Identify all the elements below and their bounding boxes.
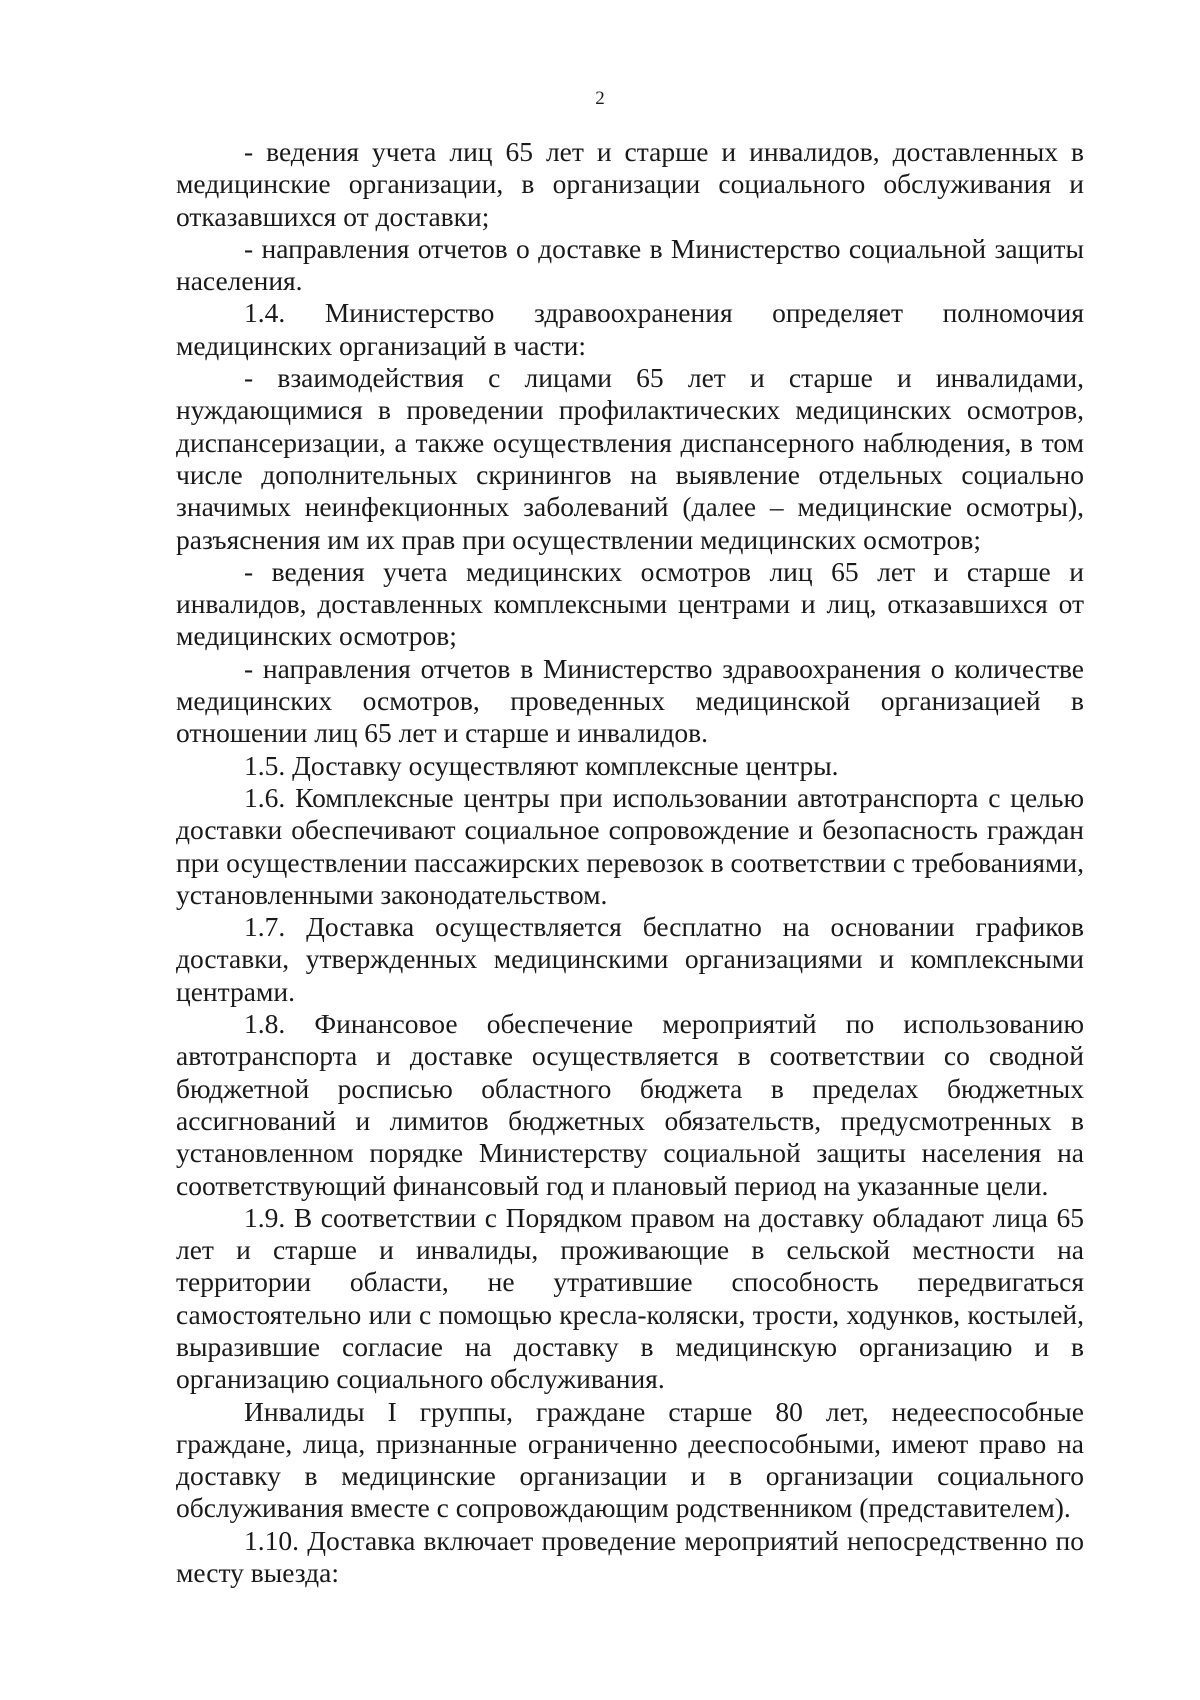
paragraph-exam-reports: - направления отчетов в Министерство здравоохранения о количестве медицинских осмотров, проведенных медицинской организацией в отношении лиц 65 лет и старше и инвалидов.	[176, 652, 1084, 749]
paragraph-1-5: 1.5. Доставку осуществляют комплексные центры.	[244, 749, 839, 781]
paragraph-1-4: 1.4. Министерство здравоохранения определяет полномочия медицинских организаций в части:	[176, 297, 1084, 361]
paragraph-interaction: - взаимодействия с лицами 65 лет и старше и инвалидами, нуждающимися в проведении профилактических медицинских осмотров, диспансеризации, а также осуществления диспансерного наблюдения, в том числе дополнительных скринингов на выявление отдельных социально значимых неинфекционных заболеваний (далее – медицинские осмотры), разъяснения им их прав при осуществлении медицинских осмотров;	[176, 362, 1084, 555]
paragraph-1-7: 1.7. Доставка осуществляется бесплатно на основании графиков доставки, утвержденных медицинскими организациями и комплексными центрами.	[176, 911, 1084, 1007]
paragraph-1-10: 1.10. Доставка включает проведение мероприятий непосредственно по месту выезда:	[176, 1524, 1084, 1589]
paragraph-1-9: 1.9. В соответствии с Порядком правом на доставку обладают лица 65 лет и старше и инвалиды, проживающие в сельской местности на территории области, не утратившие способность передвигаться самостоятельно или с помощью кресла-коляски, трости, ходунков, костылей, выразившие согласие на доставку в медицинскую организацию и в организацию социального обслуживания.	[176, 1201, 1084, 1395]
paragraph-exam-records: - ведения учета медицинских осмотров лиц 65 лет и старше и инвалидов, доставленных комплексными центрами и лиц, отказавшихся от медицинских осмотров;	[176, 555, 1084, 652]
document-body	[176, 136, 1084, 1589]
page-number: 2	[595, 88, 605, 109]
paragraph-delivery-reports: - направления отчетов о доставке в Министерство социальной защиты населения.	[176, 232, 1084, 297]
paragraph-record-keeping-delivery: - ведения учета лиц 65 лет и старше и инвалидов, доставленных в медицинские организации, в организации социального обслуживания и отказавшихся от доставки;	[176, 136, 1084, 232]
paragraph-disabled-group-1: Инвалиды I группы, граждане старше 80 лет, недееспособные граждане, лица, признанные ограниченно дееспособными, имеют право на доставку в медицинские организации и в организации социального обслуживания вместе с сопровождающим родственником (представителем).	[176, 1395, 1084, 1524]
paragraph-1-8: 1.8. Финансовое обеспечение мероприятий по использованию автотранспорта и доставке осуществляется в соответствии со сводной бюджетной росписью областного бюджета в пределах бюджетных ассигнований и лимитов бюджетных обязательств, предусмотренных в установленном порядке Министерству социальной защиты населения на соответствующий финансовый год и плановый период на указанные цели.	[176, 1008, 1084, 1201]
paragraph-1-6: 1.6. Комплексные центры при использовании автотранспорта с целью доставки обеспечивают социальное сопровождение и безопасность граждан при осуществлении пассажирских перевозок в соответствии с требованиями, установленными законодательством.	[176, 781, 1084, 910]
